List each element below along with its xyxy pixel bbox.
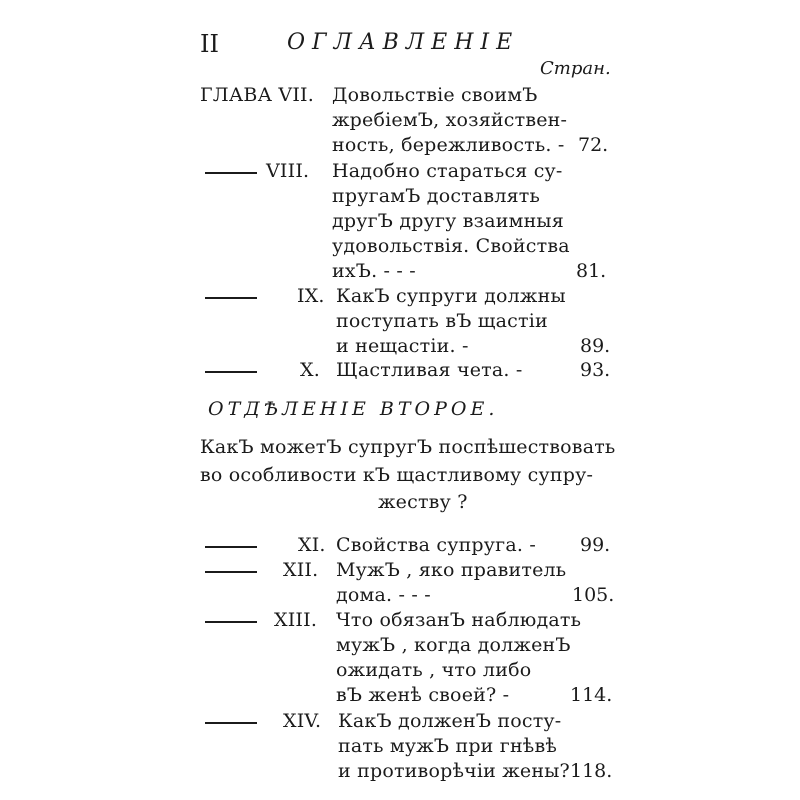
chapter-ix-line-1: КакЪ супруги должны <box>336 285 566 307</box>
section-line-2: во особливости кЪ щастливому супру- <box>200 464 594 486</box>
chapter-xii-page: 105. <box>572 584 615 606</box>
chapter-xi-line-1: Свойства супруга. - <box>336 534 536 556</box>
chapter-xiv-line-1: КакЪ долженЪ посту- <box>338 710 562 732</box>
chapter-xii-label: XII. <box>283 559 319 581</box>
chapter-xiii-line-2: мужЪ , когда долженЪ <box>336 634 571 656</box>
chapter-viii-line-2: пругамЪ доставлять <box>332 185 541 207</box>
chapter-xi-label: XI. <box>298 534 326 556</box>
section-line-3: жеству ? <box>378 491 468 513</box>
chapter-x-label: X. <box>300 359 320 381</box>
ditto-dash <box>205 172 257 174</box>
chapter-xii-line-1: МужЪ , яко правитель <box>336 559 567 581</box>
chapter-vii-line-2: жребіемЪ, хозяйствен- <box>332 109 568 131</box>
chapter-xiii-page: 114. <box>570 684 613 706</box>
chapter-vii-line-1: Довольствіе своимЪ <box>332 84 538 106</box>
chapter-xiii-line-3: ожидать , что либо <box>336 659 532 681</box>
chapter-xiii-label: XIII. <box>274 609 318 631</box>
chapter-ix-page: 89. <box>580 335 611 357</box>
chapter-viii-line-5: ихЪ. - - - <box>332 260 416 282</box>
chapter-xiv-label: XIV. <box>283 710 322 732</box>
page-column-label: Стран. <box>540 58 611 79</box>
chapter-ix-label: IX. <box>297 285 325 307</box>
section-heading: ОТДѢЛЕНІЕ ВТОРОЕ. <box>208 398 499 420</box>
page-title: ОГЛАВЛЕНІЕ <box>287 30 520 55</box>
ditto-dash <box>205 546 257 548</box>
chapter-viii-line-3: другЪ другу взаимныя <box>332 210 564 232</box>
section-line-1: КакЪ можетЪ супругЪ поспѣшествовать <box>200 436 616 458</box>
page-number: II <box>200 30 219 58</box>
chapter-ix-line-3: и нещастіи. - <box>336 335 469 357</box>
chapter-xi-page: 99. <box>580 534 611 556</box>
chapter-x-line-1: Щастливая чета. - <box>336 359 523 381</box>
chapter-xii-line-2: дома. - - - <box>336 584 431 606</box>
chapter-viii-line-4: удовольствія. Свойства <box>332 235 570 257</box>
chapter-viii-label: VIII. <box>266 160 310 182</box>
ditto-dash <box>205 571 257 573</box>
ditto-dash <box>205 621 257 623</box>
ditto-dash <box>205 297 257 299</box>
chapter-x-page: 93. <box>580 359 611 381</box>
chapter-vii-line-3: ность, бережливость. - <box>332 134 565 156</box>
chapter-xiii-line-1: Что обязанЪ наблюдать <box>336 609 582 631</box>
chapter-vii-label: ГЛАВА VII. <box>200 84 314 106</box>
chapter-ix-line-2: поступать вЪ щастіи <box>336 310 548 332</box>
chapter-xiv-line-2: пать мужЪ при гнѣвѣ <box>338 735 558 757</box>
chapter-xiv-line-3: и противорѣчіи жены? <box>338 760 570 782</box>
chapter-viii-line-1: Надобно стараться су- <box>332 160 563 182</box>
chapter-vii-page: 72. <box>578 134 609 156</box>
ditto-dash <box>205 371 257 373</box>
chapter-xiv-page: 118. <box>570 760 613 782</box>
ditto-dash <box>205 722 257 724</box>
chapter-xiii-line-4: вЪ женѣ своей? - <box>336 684 510 706</box>
chapter-viii-page: 81. <box>576 260 607 282</box>
